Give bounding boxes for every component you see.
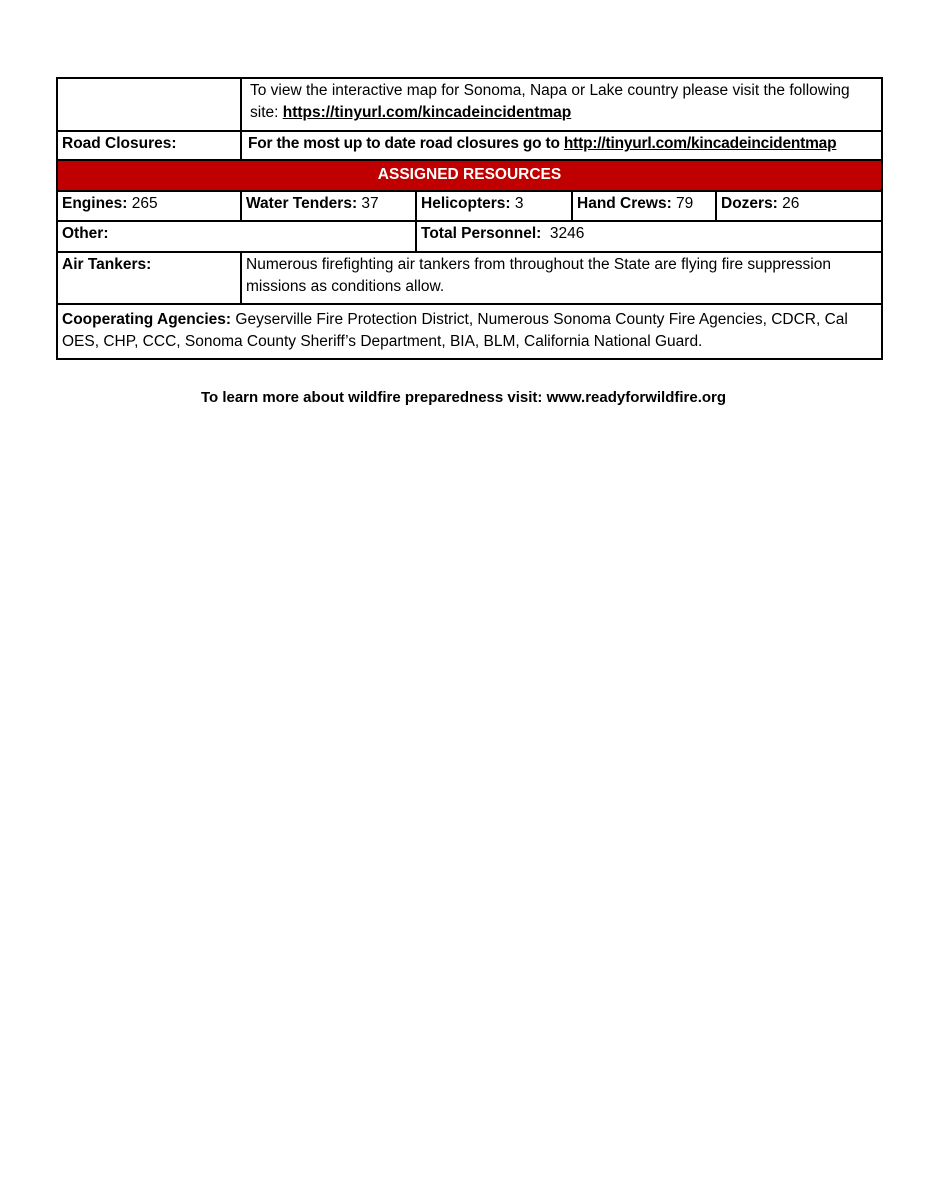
road-closures-label: Road Closures: (57, 131, 241, 160)
preparedness-footer: To learn more about wildfire preparedness visit: www.readyforwildfire.org (200, 389, 727, 406)
air-tankers-row (57, 252, 882, 304)
dozers-label: Dozers: (721, 195, 778, 212)
road-closures-row (57, 131, 882, 160)
cooperating-agencies-label: Cooperating Agencies: (62, 311, 232, 328)
engines-label: Engines: (62, 195, 128, 212)
total-personnel-value: 3246 (541, 225, 585, 242)
other-row (57, 221, 882, 252)
hand-crews-cell (572, 191, 716, 221)
map-link[interactable]: https://tinyurl.com/kincadeincidentmap (282, 104, 572, 121)
helicopters-cell (416, 191, 572, 221)
hand-crews-value: 79 (671, 195, 694, 212)
engines-cell (57, 191, 241, 221)
map-row-label-cell (57, 78, 241, 131)
dozers-cell (716, 191, 882, 221)
total-personnel-cell (416, 221, 882, 252)
cooperating-agencies-text: Geyserville Fire Protection District, Numerous Sonoma County Fire Agencies, CDCR, Cal OES, CHP, CCC, Sonoma County Sheriff’s Department, BIA, BLM, California National Guard. (62, 311, 848, 350)
water-tenders-label: Water Tenders: (246, 195, 358, 212)
engines-value: 265 (127, 195, 158, 212)
road-closures-text: For the most up to date road closures go to (248, 135, 564, 152)
hand-crews-label: Hand Crews: (577, 195, 672, 212)
banner-row (57, 160, 882, 191)
cooperating-agencies-row (57, 304, 882, 359)
total-personnel-label: Total Personnel: (421, 225, 542, 242)
map-row-text: To view the interactive map for Sonoma, Napa or Lake country please visit the following site: (250, 82, 850, 121)
resource-counts-row (57, 191, 882, 221)
air-tankers-label: Air Tankers: (57, 252, 241, 304)
dozers-value: 26 (777, 195, 800, 212)
resources-table (56, 77, 883, 360)
water-tenders-cell (241, 191, 416, 221)
map-row-cell (241, 78, 882, 131)
road-closures-cell (241, 131, 882, 160)
helicopters-value: 3 (510, 195, 524, 212)
air-tankers-text: Numerous firefighting air tankers from throughout the State are flying fire suppression missions as conditions allow. (241, 252, 882, 304)
helicopters-label: Helicopters: (421, 195, 511, 212)
water-tenders-value: 37 (357, 195, 379, 212)
assigned-resources-banner: ASSIGNED RESOURCES (57, 160, 882, 191)
road-closures-link[interactable]: http://tinyurl.com/kincadeincidentmap (563, 135, 837, 152)
cooperating-agencies-cell (57, 304, 882, 359)
other-label: Other: (57, 221, 416, 252)
map-row (57, 78, 882, 131)
